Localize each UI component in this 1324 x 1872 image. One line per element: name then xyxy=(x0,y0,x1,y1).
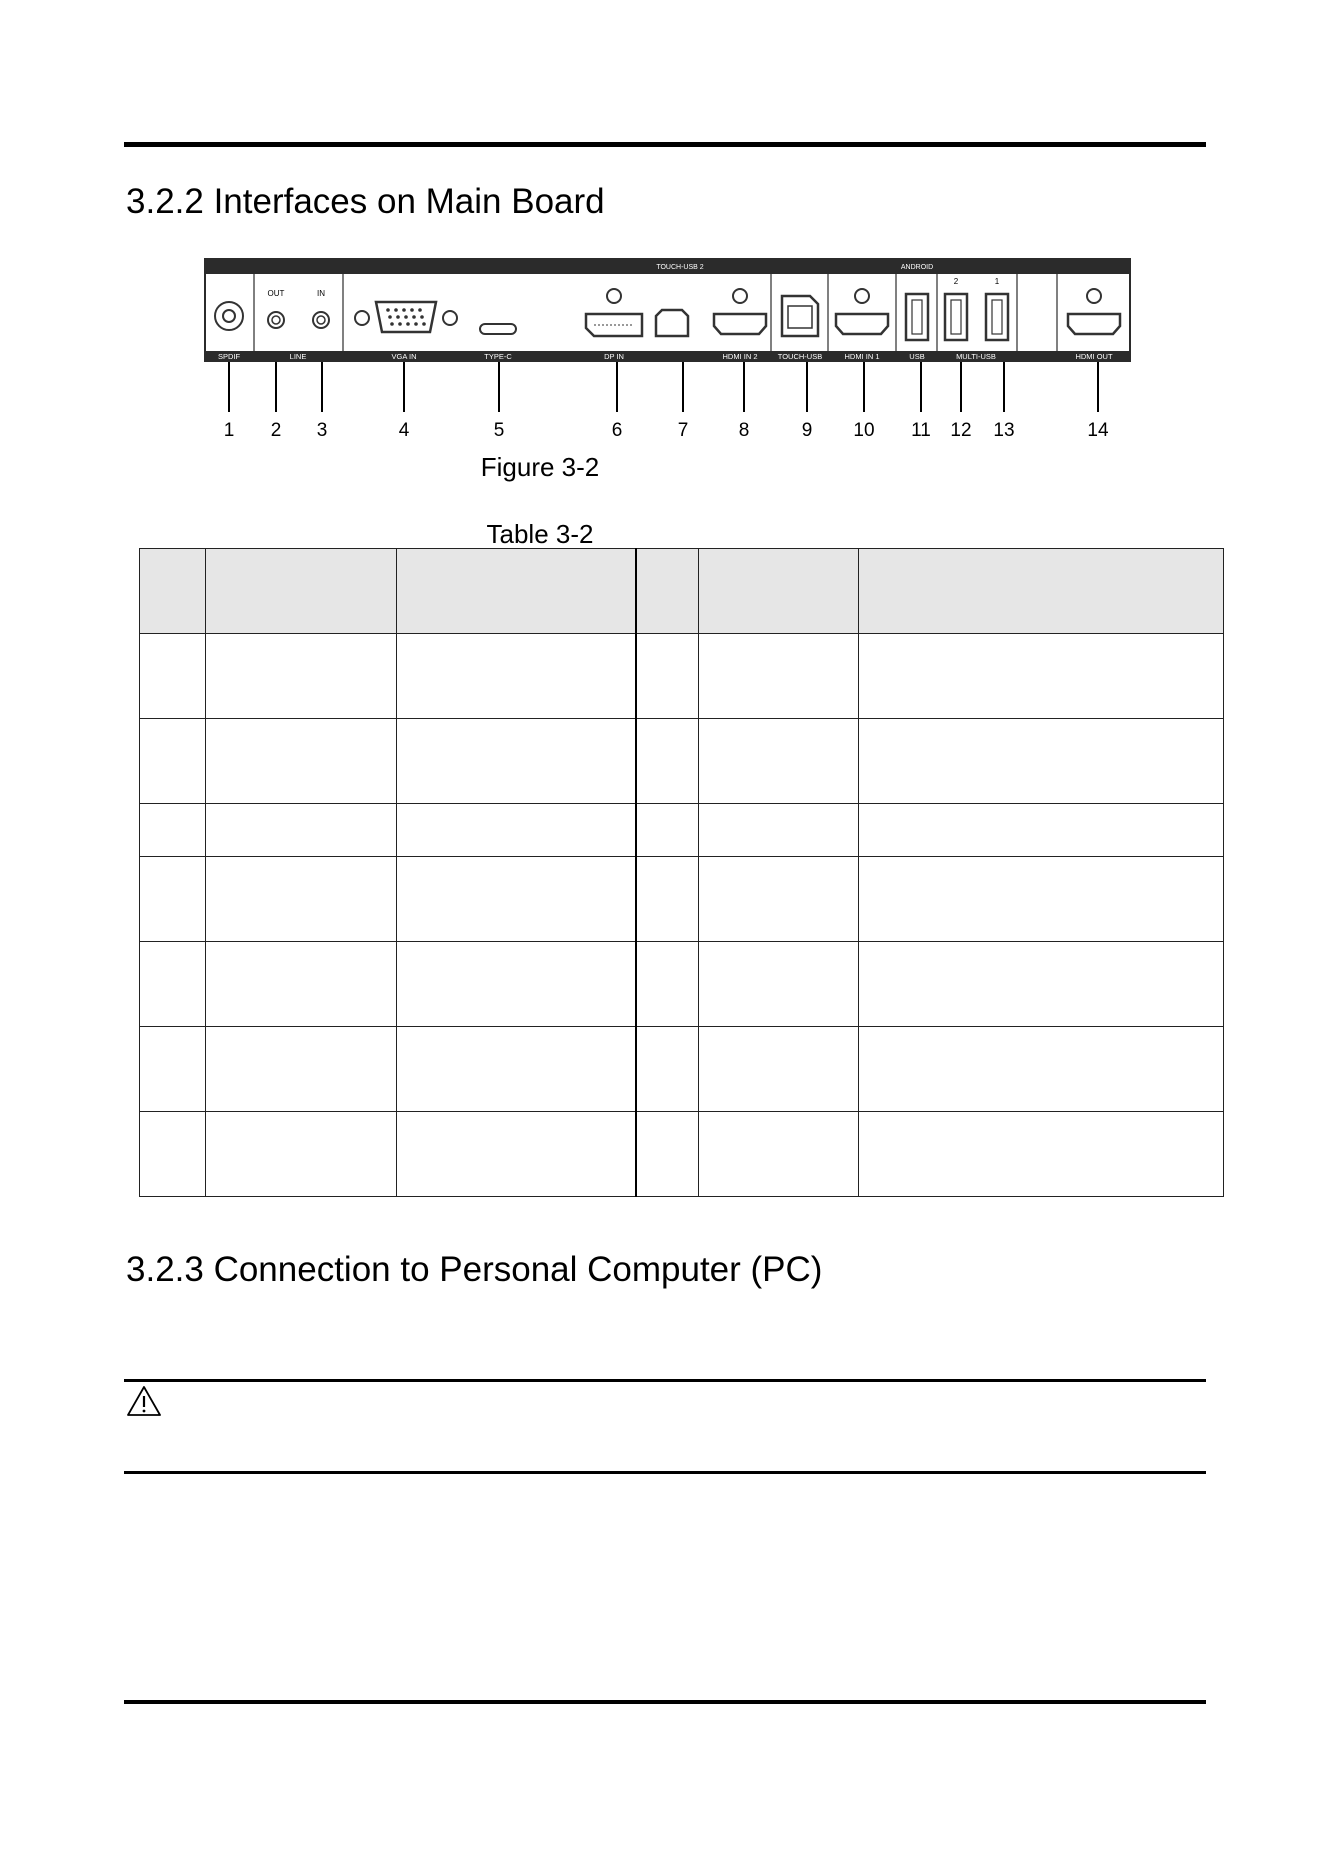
callout-number: 3 xyxy=(316,420,328,441)
callout-number: 6 xyxy=(611,420,623,441)
caution-top-rule xyxy=(124,1379,1206,1382)
callout-number: 10 xyxy=(853,420,875,441)
svg-text:DP IN: DP IN xyxy=(604,352,624,361)
svg-text:LINE: LINE xyxy=(289,352,307,361)
label-android: ANDROID xyxy=(900,264,934,271)
svg-text:HDMI IN 1: HDMI IN 1 xyxy=(844,352,880,361)
main-board-interfaces-figure xyxy=(204,258,1131,362)
callout-number: 7 xyxy=(677,420,689,441)
table-header-row xyxy=(140,549,1224,634)
svg-text:USB: USB xyxy=(909,352,925,361)
top-rule xyxy=(124,142,1206,147)
svg-text:IN: IN xyxy=(317,289,325,298)
callout-number: 11 xyxy=(911,420,931,441)
section-heading-3-2-2: 3.2.2 Interfaces on Main Board xyxy=(126,182,605,221)
svg-text:1: 1 xyxy=(994,277,1000,286)
svg-text:OUT: OUT xyxy=(267,289,285,298)
section-heading-3-2-3: 3.2.3 Connection to Personal Computer (PC) xyxy=(126,1250,823,1289)
callout-number: 2 xyxy=(270,420,282,441)
table-row xyxy=(140,942,1224,1027)
callout-number: 4 xyxy=(398,420,410,441)
svg-text:HDMI IN 2: HDMI IN 2 xyxy=(722,352,758,361)
svg-text:2: 2 xyxy=(953,277,959,286)
callout-number: 9 xyxy=(801,420,813,441)
table-row xyxy=(140,857,1224,942)
footer-rule xyxy=(124,1700,1206,1704)
label-touch-usb2: TOUCH-USB 2 xyxy=(656,264,704,271)
callout-number: 5 xyxy=(493,420,505,441)
svg-text:HDMI OUT: HDMI OUT xyxy=(1075,352,1113,361)
table-row xyxy=(140,1112,1224,1197)
callout-number: 14 xyxy=(1087,420,1109,441)
callout-number: 8 xyxy=(738,420,750,441)
callout-number: 12 xyxy=(950,420,972,441)
svg-text:SPDIF: SPDIF xyxy=(217,352,241,361)
svg-text:MULTI-USB: MULTI-USB xyxy=(956,352,996,361)
svg-text:TYPE-C: TYPE-C xyxy=(484,352,512,361)
table-row xyxy=(140,804,1224,857)
callout-number: 13 xyxy=(993,420,1015,441)
warning-triangle-icon xyxy=(126,1385,162,1417)
interfaces-table xyxy=(139,548,1224,1197)
callout-number: 1 xyxy=(223,420,235,441)
table-row xyxy=(140,719,1224,804)
svg-text:TOUCH-USB: TOUCH-USB xyxy=(777,352,823,361)
figure-caption: Figure 3-2 xyxy=(480,452,600,482)
table-caption: Table 3-2 xyxy=(486,519,594,549)
table-row xyxy=(140,1027,1224,1112)
caution-bottom-rule xyxy=(124,1471,1206,1474)
svg-text:VGA IN: VGA IN xyxy=(391,352,417,361)
table-row xyxy=(140,634,1224,719)
